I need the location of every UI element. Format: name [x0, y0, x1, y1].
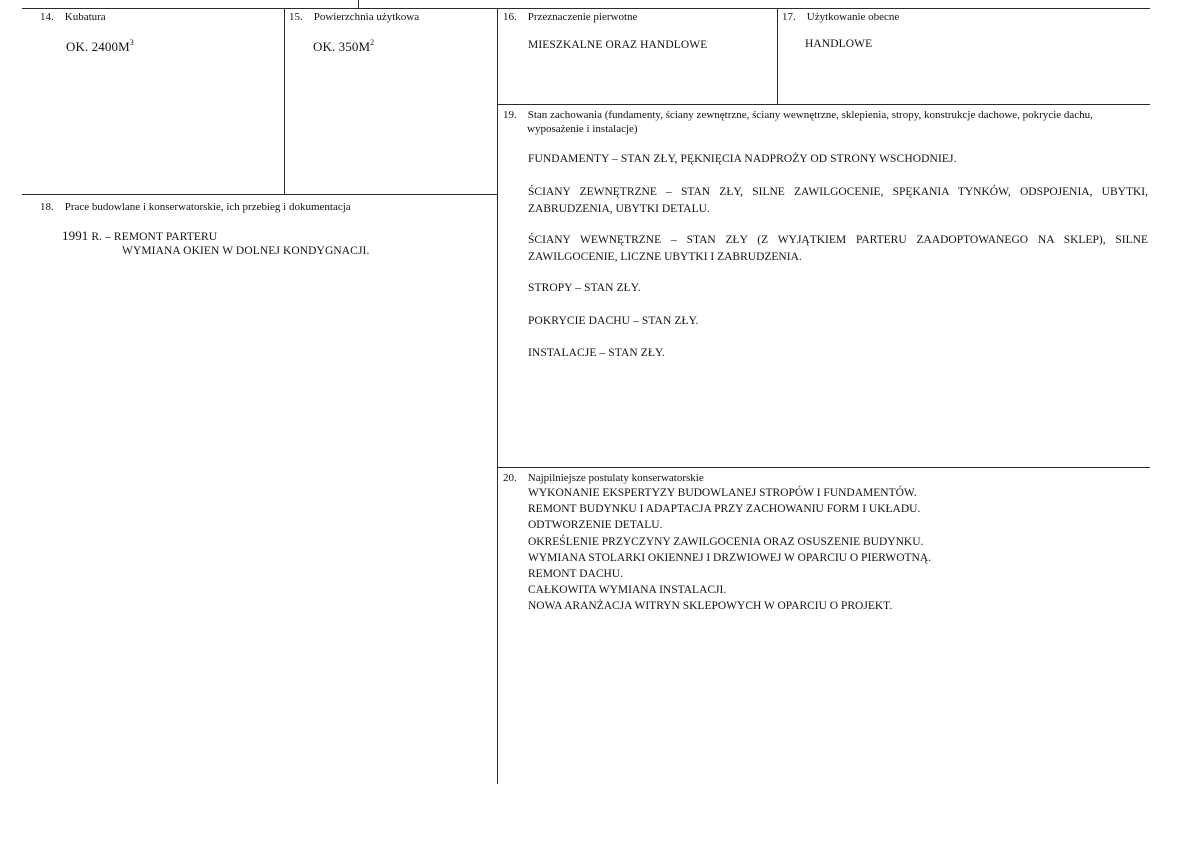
field-14-label: Kubatura	[64, 11, 106, 23]
field-14-number: 14.	[40, 11, 54, 23]
field-15-value-number: OK. 350	[313, 39, 359, 54]
divider-16-17	[777, 8, 778, 104]
divider-14-15	[284, 8, 285, 194]
field-20-item: WYMIANA STOLARKI OKIENNEJ I DRZWIOWEJ W OPARCIU O PIERWOTNĄ.	[528, 551, 932, 564]
field-15-value-unit: M	[358, 39, 371, 54]
field-17-number: 17.	[782, 11, 796, 23]
field-18-label: Prace budowlane i konserwatorskie, ich przebieg i dokumentacja	[64, 201, 351, 213]
field-20-item: NOWA ARANŻACJA WITRYN SKLEPOWYCH W OPARCIU O PROJEKT.	[528, 600, 893, 613]
field-14-header	[40, 11, 106, 23]
field-18-number: 18.	[40, 201, 54, 213]
field-19-item-pokrycie-dachu: POKRYCIE DACHU – STAN ZŁY.	[528, 315, 699, 327]
field-20-number: 20.	[503, 472, 517, 484]
field-20-item: WYKONANIE EKSPERTYZY BUDOWLANEJ STROPÓW I FUNDAMENTÓW.	[528, 487, 917, 499]
field-14-value	[66, 38, 134, 55]
field-17-label: Użytkowanie obecne	[806, 11, 900, 23]
field-18-entry-1	[62, 228, 217, 244]
rule-above-18	[22, 194, 497, 195]
top-tick	[358, 0, 359, 8]
field-16-number: 16.	[503, 11, 517, 23]
field-20-list	[528, 485, 931, 615]
field-17-value: HANDLOWE	[805, 38, 873, 50]
field-20-item: REMONT DACHU.	[528, 568, 623, 581]
field-18-year: 1991	[62, 228, 89, 243]
field-20-header	[503, 472, 704, 484]
field-19-header-line-1	[503, 109, 1093, 121]
field-15-value-exponent: 2	[370, 38, 375, 47]
field-16-header	[503, 11, 637, 23]
field-17-header	[782, 11, 899, 23]
field-14-value-exponent: 3	[129, 38, 134, 47]
field-16-value: MIESZKALNE ORAZ HANDLOWE	[528, 39, 708, 51]
field-20-item: OKREŚLENIE PRZYCZYNY ZAWILGOCENIA ORAZ OSUSZENIE BUDYNKU.	[528, 535, 924, 548]
field-16-label: Przeznaczenie pierwotne	[527, 11, 638, 23]
field-15-number: 15.	[289, 11, 303, 23]
field-18-entry-2: WYMIANA OKIEN W DOLNEJ KONDYGNACJI.	[122, 245, 370, 257]
field-18-line-1: R. – REMONT PARTERU	[91, 231, 218, 243]
field-19-number: 19.	[503, 109, 517, 121]
field-14-value-unit: M	[118, 39, 130, 54]
field-19-label-line-2: wyposażenie i instalacje)	[527, 123, 638, 135]
field-19-item-sciany-wewnetrzne: ŚCIANY WEWNĘTRZNE – STAN ZŁY (Z WYJĄTKIEM PARTERU ZAADOPTOWANEGO NA SKLEP), SILNE ZAWILGOCENIE, LICZNE UBYTKI I ZABRUDZENIA.	[528, 234, 1148, 263]
field-15-value	[313, 38, 374, 55]
rule-above-19	[497, 104, 1150, 105]
field-20-item: ODTWORZENIE DETALU.	[528, 519, 663, 532]
field-20-item: CAŁKOWITA WYMIANA INSTALACJI.	[528, 584, 727, 597]
field-19-label-line-1: Stan zachowania (fundamenty, ściany zewnętrzne, ściany wewnętrzne, sklepienia, stropy, konstrukcje dachowe, pokrycie dachu,	[527, 109, 1093, 121]
field-15-header	[289, 11, 419, 23]
field-14-value-number: OK. 2400	[66, 39, 119, 54]
rule-above-20	[497, 467, 1150, 468]
top-border	[22, 8, 1150, 9]
field-19-item-fundamenty: FUNDAMENTY – STAN ZŁY, PĘKNIĘCIA NADPROŻY OD STRONY WSCHODNIEJ.	[528, 153, 957, 165]
field-15-label: Powierzchnia użytkowa	[313, 11, 420, 23]
field-19-item-sciany-zewnetrzne: ŚCIANY ZEWNĘTRZNE – STAN ZŁY, SILNE ZAWILGOCENIE, SPĘKANIA TYNKÓW, ODSPOJENIA, UBYTKI, ZABRUDZENIA, UBYTKI DETALU.	[528, 186, 1148, 215]
field-20-label: Najpilniejsze postulaty konserwatorskie	[527, 472, 704, 484]
field-20-item: REMONT BUDYNKU I ADAPTACJA PRZY ZACHOWANIU FORM I UKŁADU.	[528, 503, 921, 516]
field-19-item-stropy: STROPY – STAN ZŁY.	[528, 282, 641, 294]
field-19-item-instalacje: INSTALACJE – STAN ZŁY.	[528, 347, 665, 359]
field-18-header	[40, 201, 351, 213]
divider-main	[497, 8, 498, 784]
